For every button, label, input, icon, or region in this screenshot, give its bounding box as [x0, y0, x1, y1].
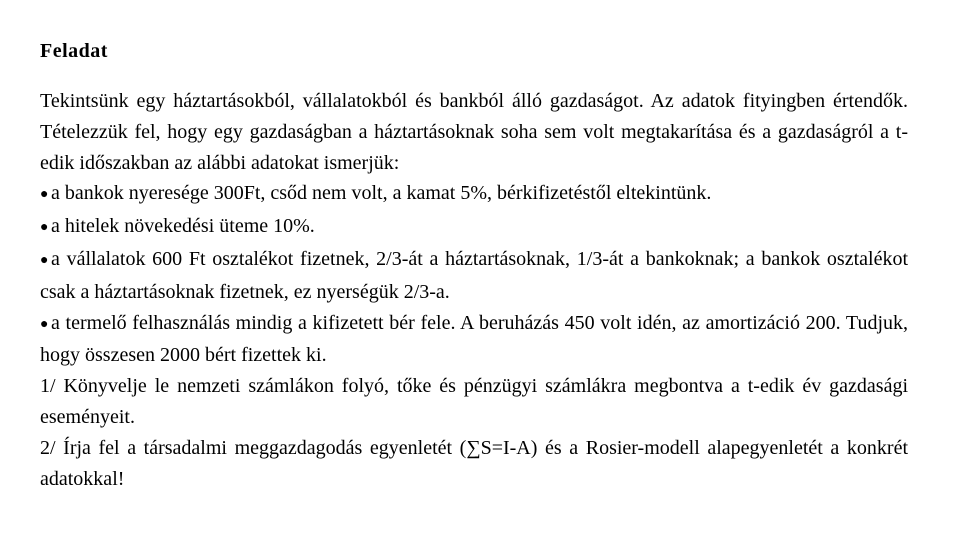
bullet-icon: ● [40, 187, 49, 203]
bullet-icon: ● [40, 316, 49, 332]
slide-content [40, 36, 908, 494]
bullet-text: a vállalatok 600 Ft osztalékot fizetnek, 2/3-át a háztartásoknak, 1/3-át a bankoknak; a bankok osztalékot csak a háztartásoknak fizetnek, ez nyerségük 2/3-a. [40, 247, 908, 303]
bullet-icon: ● [40, 252, 49, 268]
intro-paragraph: Tekintsünk egy háztartásokból, vállalatokból és bankból álló gazdaságot. Az adatok fityingben értendők. Tételezzük fel, hogy egy gazdaságban a háztartásoknak soha sem volt megtakarítása és a gazdaságról a t-edik időszakban az alábbi adatokat ismerjük: [40, 90, 908, 174]
question-2: 2/ Írja fel a társadalmi meggazdagodás egyenletét (∑S=I-A) és a Rosier-modell alapegyenletét a konkrét adatokkal! [40, 436, 908, 490]
bullet-item-bank-profit [40, 178, 908, 211]
bullet-item-credit-growth [40, 211, 908, 244]
bullet-item-dividends [40, 244, 908, 308]
task-body [40, 86, 908, 494]
bullet-icon: ● [40, 220, 49, 236]
page-title: Feladat [40, 40, 108, 62]
bullet-text: a hitelek növekedési üteme 10%. [51, 215, 315, 238]
bullet-item-production [40, 308, 908, 372]
question-1: 1/ Könyvelje le nemzeti számlákon folyó, tőke és pénzügyi számlákra megbontva a t-edik év gazdasági eseményeit. [40, 375, 908, 428]
bullet-text: a bankok nyeresége 300Ft, csőd nem volt, a kamat 5%, bérkifizetéstől eltekintünk. [51, 182, 712, 205]
bullet-text: a termelő felhasználás mindig a kifizetett bér fele. A beruházás 450 volt idén, az amortizáció 200. Tudjuk, hogy összesen 2000 bért fizettek ki. [40, 311, 908, 367]
